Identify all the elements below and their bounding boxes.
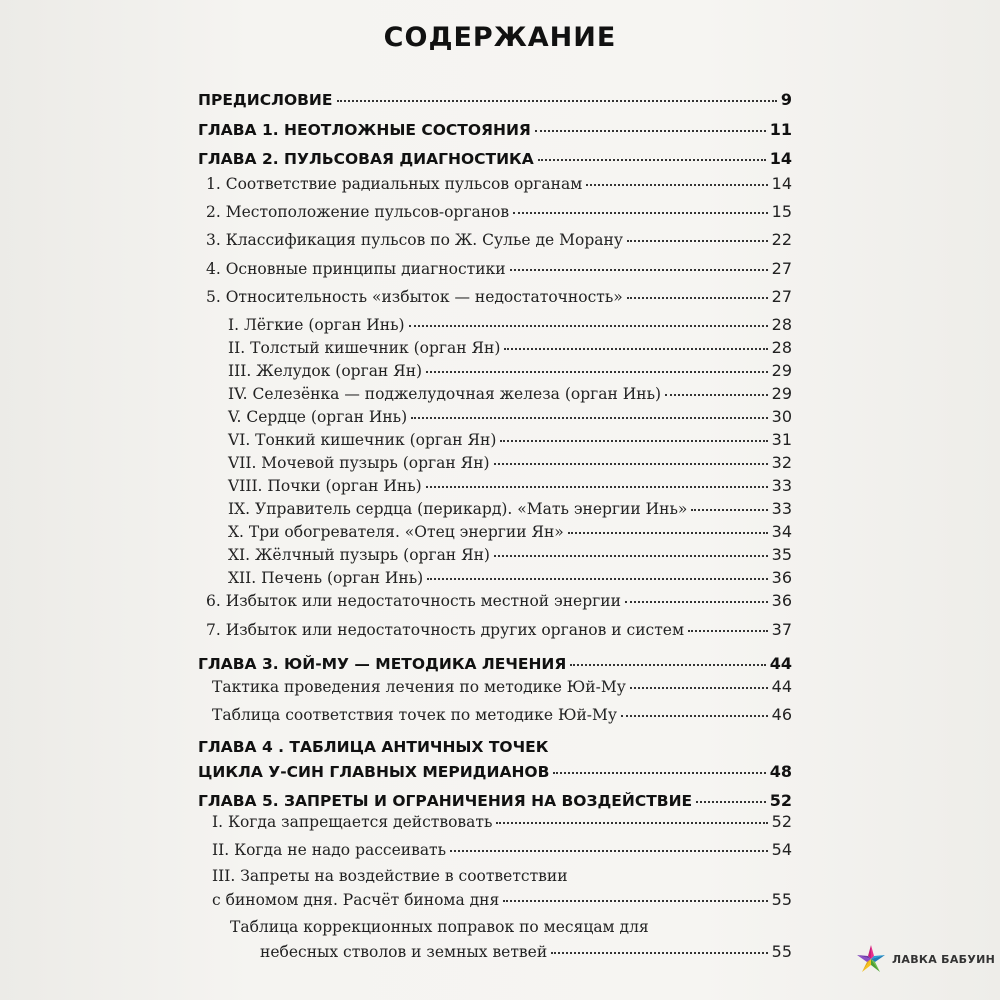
dot-leader [696, 789, 766, 803]
dot-leader [535, 118, 766, 132]
toc-entry[interactable]: III. Желудок (орган Ян) 29 [228, 361, 792, 380]
toc-entry-chapter-2[interactable]: ГЛАВА 2. ПУЛЬСОВАЯ ДИАГНОСТИКА 14 [198, 149, 792, 168]
toc-entry[interactable]: 7. Избыток или недостаточность других органов и систем 37 [206, 620, 792, 639]
toc-entry[interactable]: с биномом дня. Расчёт бинома дня 55 [212, 890, 792, 909]
dot-leader [691, 497, 767, 511]
toc-entry[interactable]: VII. Мочевой пузырь (орган Ян) 32 [228, 453, 792, 472]
dot-leader [553, 760, 765, 774]
toc-entry-preface[interactable]: ПРЕДИСЛОВИЕ 9 [198, 90, 792, 109]
toc-entry[interactable]: 3. Классификация пульсов по Ж. Сулье де Морану 22 [206, 230, 792, 249]
toc-entry[interactable]: VI. Тонкий кишечник (орган Ян) 31 [228, 430, 792, 449]
toc-entry[interactable]: I. Лёгкие (орган Инь) 28 [228, 315, 792, 334]
star-icon [856, 944, 886, 974]
dot-leader [409, 313, 768, 327]
toc-entry-line-1[interactable]: Таблица коррекционных поправок по месяцам для [230, 918, 649, 936]
dot-leader [500, 428, 767, 442]
toc-entry[interactable]: 4. Основные принципы диагностики 27 [206, 259, 792, 278]
dot-leader [426, 474, 768, 488]
dot-leader [551, 940, 767, 954]
dot-leader [688, 618, 768, 632]
dot-leader [621, 703, 768, 717]
dot-leader [570, 652, 765, 666]
toc-entry[interactable]: VIII. Почки (орган Инь) 33 [228, 476, 792, 495]
dot-leader [337, 88, 777, 102]
toc-entry[interactable]: 6. Избыток или недостаточность местной энергии 36 [206, 591, 792, 610]
watermark-text: ЛАВКА БАБУИН [892, 952, 996, 966]
toc-entry[interactable]: II. Когда не надо рассеивать 54 [212, 840, 792, 859]
dot-leader [411, 405, 767, 419]
toc-entry[interactable]: IV. Селезёнка — поджелудочная железа (орган Инь) 29 [228, 384, 792, 403]
dot-leader [538, 147, 766, 161]
toc-entry[interactable]: I. Когда запрещается действовать 52 [212, 812, 792, 831]
dot-leader [568, 520, 768, 534]
dot-leader [504, 336, 767, 350]
toc-entry-chapter-3[interactable]: ГЛАВА 3. ЮЙ-МУ — МЕТОДИКА ЛЕЧЕНИЯ 44 [198, 654, 792, 673]
dot-leader [513, 200, 768, 214]
dot-leader [510, 257, 768, 271]
toc-entry[interactable]: IX. Управитель сердца (перикард). «Мать энергии Инь» 33 [228, 499, 792, 518]
toc-entry-line-1[interactable]: III. Запреты на воздействие в соответствии [212, 867, 568, 885]
toc-entry-chapter-4-line-1[interactable]: ГЛАВА 4 . ТАБЛИЦА АНТИЧНЫХ ТОЧЕК [198, 738, 549, 756]
toc-entry[interactable]: XI. Жёлчный пузырь (орган Ян) 35 [228, 545, 792, 564]
dot-leader [494, 543, 768, 557]
watermark-logo [856, 944, 995, 974]
dot-leader [427, 566, 767, 580]
toc-entry-chapter-4[interactable]: ЦИКЛА У-СИН ГЛАВНЫХ МЕРИДИАНОВ 48 [198, 762, 792, 781]
dot-leader [450, 838, 768, 852]
toc-entry[interactable]: XII. Печень (орган Инь) 36 [228, 568, 792, 587]
toc-entry-chapter-5[interactable]: ГЛАВА 5. ЗАПРЕТЫ И ОГРАНИЧЕНИЯ НА ВОЗДЕЙСТВИЕ 52 [198, 791, 792, 810]
toc-entry[interactable]: II. Толстый кишечник (орган Ян) 28 [228, 338, 792, 357]
page-title: СОДЕРЖАНИЕ [383, 22, 617, 53]
dot-leader [665, 382, 768, 396]
dot-leader [494, 451, 768, 465]
toc-entry[interactable]: X. Три обогревателя. «Отец энергии Ян» 34 [228, 522, 792, 541]
toc-entry[interactable]: Таблица соответствия точек по методике Юй-Му 46 [212, 705, 792, 724]
dot-leader [627, 228, 768, 242]
toc-entry[interactable]: 5. Относительность «избыток — недостаточность» 27 [206, 287, 792, 306]
dot-leader [627, 285, 768, 299]
dot-leader [625, 589, 768, 603]
toc-entry[interactable]: 1. Соответствие радиальных пульсов органам 14 [206, 174, 792, 193]
dot-leader [630, 675, 768, 689]
toc-entry[interactable]: Тактика проведения лечения по методике Юй-Му 44 [212, 677, 792, 696]
dot-leader [496, 810, 767, 824]
dot-leader [586, 172, 767, 186]
dot-leader [426, 359, 768, 373]
toc-entry[interactable]: 2. Местоположение пульсов-органов 15 [206, 202, 792, 221]
dot-leader [503, 888, 767, 902]
toc-entry-chapter-1[interactable]: ГЛАВА 1. НЕОТЛОЖНЫЕ СОСТОЯНИЯ 11 [198, 120, 792, 139]
toc-entry[interactable]: V. Сердце (орган Инь) 30 [228, 407, 792, 426]
toc-entry[interactable]: небесных стволов и земных ветвей 55 [260, 942, 792, 961]
